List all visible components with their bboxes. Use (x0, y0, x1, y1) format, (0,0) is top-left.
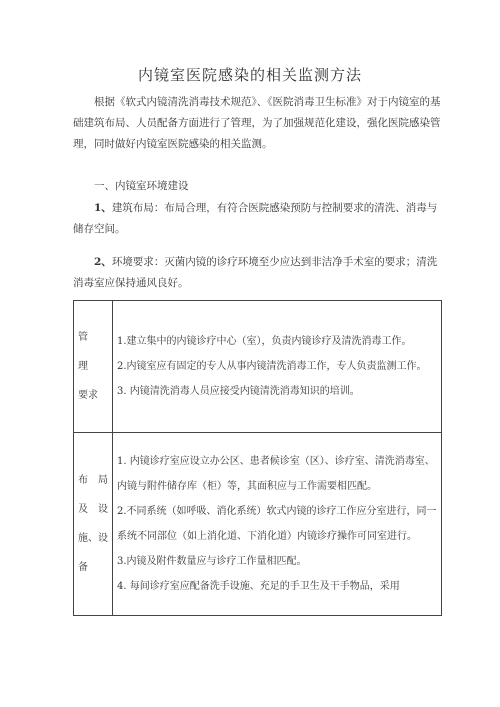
label-line: 备 (78, 562, 88, 573)
requirement-item: 2.内镜室应有固定的专人从事内镜清洗消毒工作，专人负责监测工作。 (117, 361, 427, 372)
row-label-management (74, 301, 113, 433)
item-number: 1、 (94, 202, 112, 214)
label-line: 布 局 (78, 475, 108, 486)
requirement-item: 4. 每间诊疗室应配备洗手设施、充足的手卫生及干手物品，采用 (117, 581, 400, 592)
label-line: 及 设 (78, 504, 108, 515)
requirement-item: 1. 内镜诊疗室应设立办公区、患者候诊室（区）、诊疗室、清洗消毒室、内镜与附件储存库（柜）等，其面积应与工作需要相匹配。 (117, 456, 435, 492)
requirements-table (73, 300, 442, 616)
item-text: ：灭菌内镜的诊疗环境至少应达到非洁净手术室的要求；清洗消毒室应保持通风良好。 (73, 256, 438, 289)
item-label: 环境要求 (111, 256, 154, 268)
item-environment-requirement (73, 252, 445, 294)
label-line: 施、设 (78, 533, 108, 544)
requirement-item: 2.不同系统（如呼吸、消化系统）软式内镜的诊疗工作应分室进行，同一系统不同部位（如上消化道、下消化道）内镜诊疗操作可同室进行。 (117, 506, 437, 542)
label-line: 理 (78, 361, 88, 372)
label-line: 要求 (78, 390, 98, 401)
requirement-item: 1.建立集中的内镜诊疗中心（室），负责内镜诊疗及清洗消毒工作。 (117, 336, 412, 347)
row-label-layout-facilities (74, 433, 113, 616)
document-title: 内镜室医院感染的相关监测方法 (137, 66, 362, 84)
row-content-layout-facilities (113, 433, 442, 616)
item-text: ：布局合理，有符合医院感染预防与控制要求的清洗、消毒与储存空间。 (73, 202, 438, 235)
item-building-layout (73, 198, 445, 240)
item-label: 建筑布局 (111, 202, 154, 214)
label-line: 管 (78, 332, 88, 343)
table-row-management (74, 301, 442, 433)
section-heading-environment: 一、内镜室环境建设 (94, 180, 189, 192)
intro-paragraph: 根据《软式内镜清洗消毒技术规范》、《医院消毒卫生标准》对于内镜室的基础建筑布局、人员配备方面进行了管理，为了加强规范化建设，强化医院感染管理，同时做好内镜室医院感染的相关监测。 (73, 96, 441, 150)
row-content-management (113, 301, 442, 433)
requirement-item: 3.内镜及附件数量应与诊疗工作量相匹配。 (117, 556, 307, 567)
requirement-item: 3. 内镜清洗消毒人员应接受内镜清洗消毒知识的培训。 (117, 386, 360, 397)
item-number: 2、 (94, 256, 112, 268)
table-row-layout-facilities (74, 433, 442, 616)
